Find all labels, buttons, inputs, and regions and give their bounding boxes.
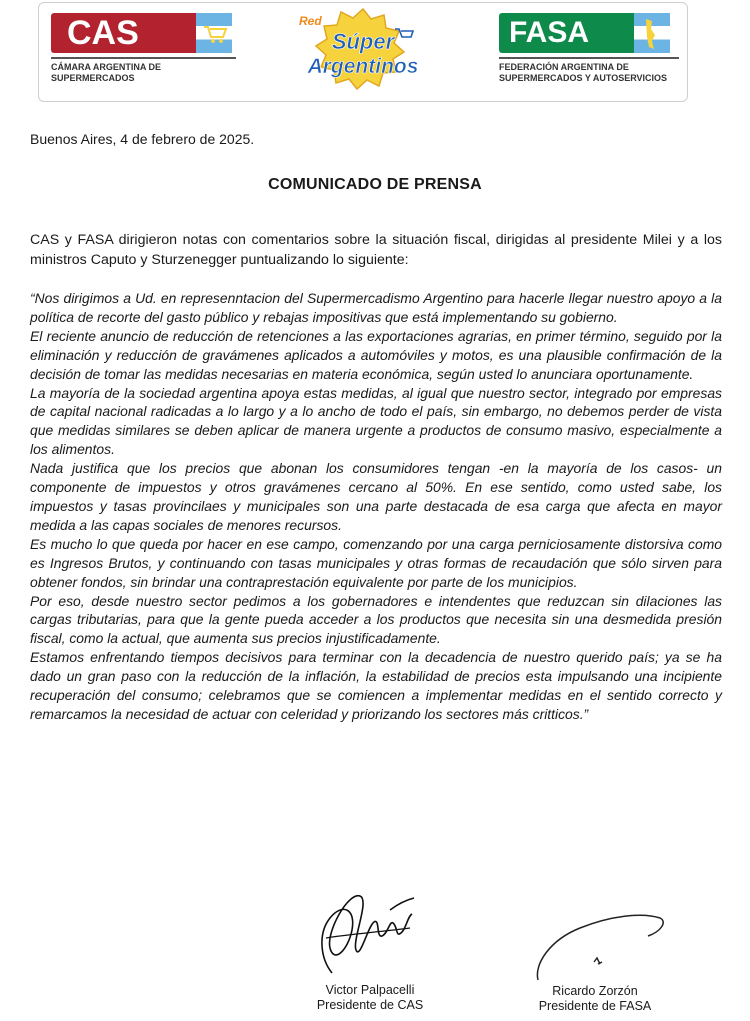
letter-paragraph: Es mucho lo que queda por hacer en ese campo, comenzando por una carga perniciosamente distorsiva como es Ingresos Brutos, y continuando con tasas municipales y otras formas de recaudación que sólo sirven para obtener fondos, sin brindar una contraprestación equivalente por parte de los municipios. xyxy=(30,535,722,590)
signature-block-cas xyxy=(290,878,450,1013)
signer-name: Ricardo Zorzón xyxy=(552,984,638,998)
fasa-caption-line2: SUPERMERCADOS Y AUTOSERVICIOS xyxy=(499,73,668,83)
flag-cart-icon xyxy=(196,13,232,53)
signer-name: Victor Palpacelli xyxy=(325,983,415,997)
fasa-abbr: FASA xyxy=(509,16,590,49)
letter-paragraph: “Nos dirigimos a Ud. en represenntacion del Supermercadismo Argentino para hacerle llegar nuestro apoyo a la política de recorte del gasto público y rebajas impositivas que está implementando su gobierno. xyxy=(30,290,722,325)
letter-paragraph: Estamos enfrentando tiempos decisivos para terminar con la decadencia de nuestro querido país; ya se ha dado un gran paso con la reducción de la inflación, la estabilidad de precios esta impulsando una incipiente recuperación del consumo; celebramos que se comiencen a implementar medidas en el sentido correcto y remarcamos la necesidad de actuar con celeridad y priorizando los sectores más critticos.” xyxy=(30,649,722,722)
fasa-caption xyxy=(499,57,679,84)
cas-logo xyxy=(51,13,251,84)
signature-block-fasa xyxy=(510,902,680,1014)
signer-role: Presidente de CAS xyxy=(316,998,424,1012)
cas-abbr: CAS xyxy=(67,14,139,52)
handwritten-signature-icon xyxy=(510,902,680,984)
flag-map-icon xyxy=(634,13,670,53)
logo-line2: Argentinos xyxy=(307,55,419,78)
letterhead xyxy=(38,2,688,102)
intro-paragraph: CAS y FASA dirigieron notas con comentarios sobre la situación fiscal, dirigidas al presidente Milei y a los ministros Caputo y Sturzenegger puntualizando lo siguiente: xyxy=(30,232,722,268)
letter-paragraph: El reciente anuncio de reducción de retenciones a las exportaciones agrarias, en primer término, seguido por la eliminación y reducción de gravámenes aplicados a automóviles y motos, es una plausible confirmación de la decisión de tomar las medidas necesarias en materia económica, según usted lo anunciara oportunamente. xyxy=(30,327,722,382)
super-argentinos-logo xyxy=(283,5,443,97)
cas-caption-line2: SUPERMERCADOS xyxy=(51,73,135,83)
handwritten-signature-icon xyxy=(290,878,450,983)
letter-body xyxy=(30,289,722,724)
letter-paragraph: Nada justifica que los precios que abonan los consumidores tengan -en la mayoría de los casos- un componente de impuestos y otros gravámenes cercano al 50%. En ese sentido, como usted sabe, los impuestos y tasas provincilaes y municipales son una parte destacada de esa carga que afecta en mayor medida a las capas sociales de menores recursos. xyxy=(30,460,722,533)
cas-caption xyxy=(51,57,236,84)
logo-line1: Súper xyxy=(331,29,395,54)
cas-logo-box xyxy=(51,13,201,53)
letter-paragraph: La mayoría de la sociedad argentina apoya estas medidas, al igual que nuestro sector, integrado por empresas de capital nacional radicadas a lo largo y a lo ancho de todo el país, sin embargo, no debemos perder de vista que medidas similares se deben aplicar de manera urgente a productos de consumo masivo, especialmente a los alimentos. xyxy=(30,384,722,458)
fasa-logo-box xyxy=(499,13,639,53)
document-title: COMUNICADO DE PRENSA xyxy=(268,176,482,193)
logo-small-text: Red xyxy=(299,14,322,28)
fasa-logo xyxy=(499,13,684,84)
document-date: Buenos Aires, 4 de febrero de 2025. xyxy=(30,131,255,147)
signer-role: Presidente de FASA xyxy=(538,999,652,1013)
letter-paragraph: Por eso, desde nuestro sector pedimos a los gobernadores e intendentes que reduzcan sin dilaciones las cargas tributarias, para que la gente pueda acceder a los productos que necesita sin una desmedida presión fiscal, como la actual, que aumenta sus precios injustificadamente. xyxy=(30,592,722,647)
cas-caption-line1: CÁMARA ARGENTINA DE xyxy=(51,62,161,72)
fasa-caption-line1: FEDERACIÓN ARGENTINA DE xyxy=(499,62,629,72)
